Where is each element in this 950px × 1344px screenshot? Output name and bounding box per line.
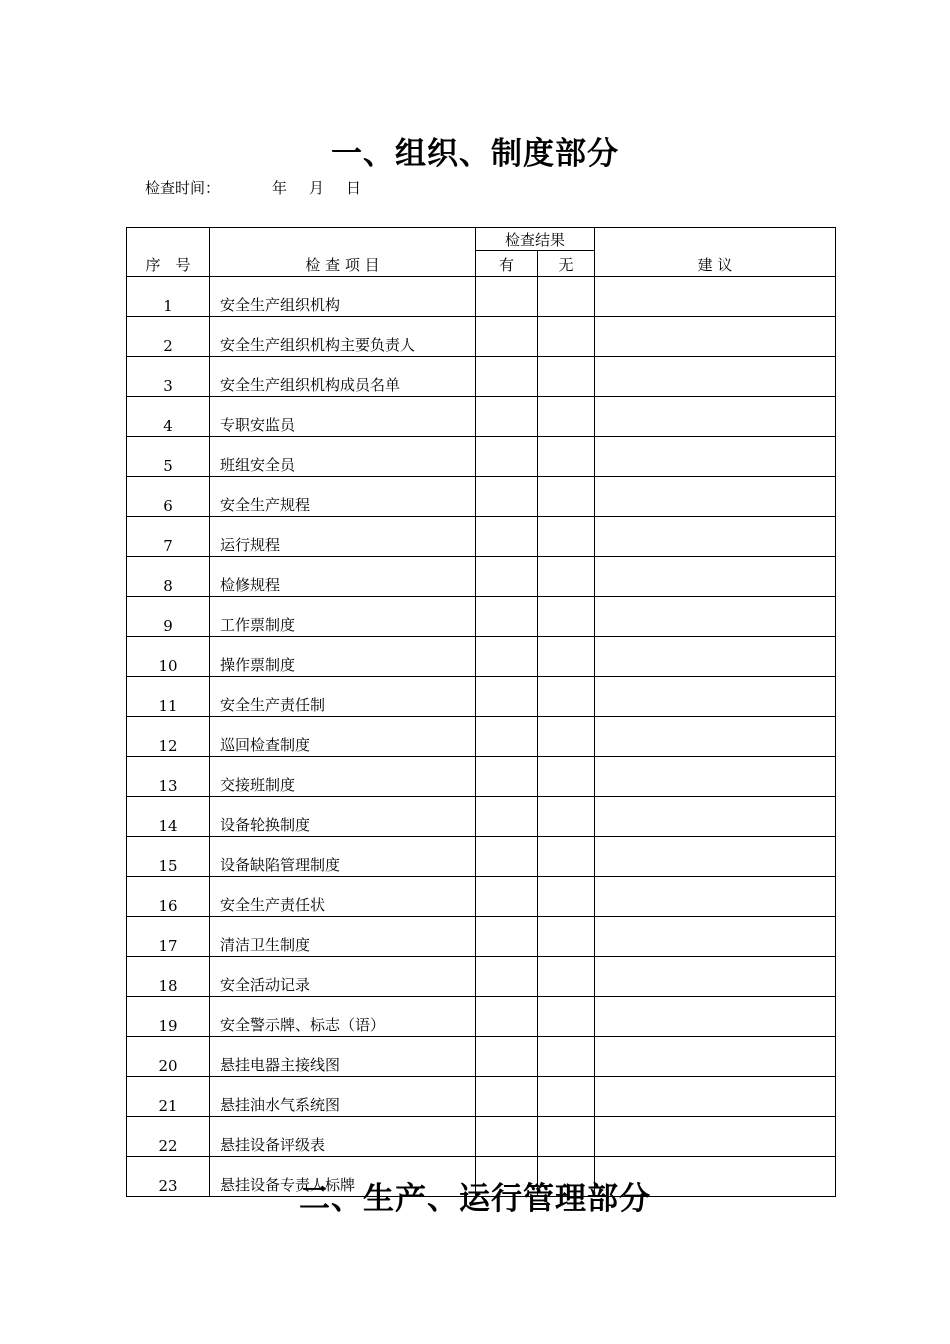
result-no-cell[interactable]: [538, 477, 595, 517]
result-yes-cell[interactable]: [476, 797, 538, 837]
row-number: 9: [127, 597, 210, 637]
result-no-cell[interactable]: [538, 837, 595, 877]
row-number: 17: [127, 917, 210, 957]
result-yes-cell[interactable]: [476, 717, 538, 757]
row-item: 专职安监员: [210, 397, 476, 437]
suggestion-cell[interactable]: [595, 917, 836, 957]
row-number: 8: [127, 557, 210, 597]
suggestion-cell[interactable]: [595, 837, 836, 877]
suggestion-cell[interactable]: [595, 317, 836, 357]
result-no-cell[interactable]: [538, 917, 595, 957]
suggestion-cell[interactable]: [595, 477, 836, 517]
row-item: 巡回检查制度: [210, 717, 476, 757]
date-year: 年: [272, 179, 288, 197]
row-number: 4: [127, 397, 210, 437]
row-item: 安全生产组织机构主要负责人: [210, 317, 476, 357]
row-item: 安全生产责任状: [210, 877, 476, 917]
date-day: 日: [346, 179, 362, 197]
suggestion-cell[interactable]: [595, 517, 836, 557]
result-no-cell[interactable]: [538, 717, 595, 757]
row-number: 19: [127, 997, 210, 1037]
suggestion-cell[interactable]: [595, 277, 836, 317]
result-yes-cell[interactable]: [476, 1077, 538, 1117]
row-item: 安全生产规程: [210, 477, 476, 517]
row-item: 班组安全员: [210, 437, 476, 477]
row-number: 14: [127, 797, 210, 837]
result-yes-cell[interactable]: [476, 357, 538, 397]
row-item: 悬挂油水气系统图: [210, 1077, 476, 1117]
table-row: [127, 277, 836, 317]
result-yes-cell[interactable]: [476, 477, 538, 517]
table-row: [127, 677, 836, 717]
result-no-cell[interactable]: [538, 597, 595, 637]
row-item: 安全生产责任制: [210, 677, 476, 717]
row-item: 安全生产组织机构成员名单: [210, 357, 476, 397]
table-row: [127, 957, 836, 997]
result-yes-cell[interactable]: [476, 1037, 538, 1077]
header-seq: 序 号: [127, 228, 210, 277]
table-row: [127, 917, 836, 957]
result-no-cell[interactable]: [538, 1117, 595, 1157]
row-number: 16: [127, 877, 210, 917]
result-yes-cell[interactable]: [476, 677, 538, 717]
table-row: [127, 797, 836, 837]
result-yes-cell[interactable]: [476, 997, 538, 1037]
result-no-cell[interactable]: [538, 757, 595, 797]
suggestion-cell[interactable]: [595, 557, 836, 597]
row-number: 3: [127, 357, 210, 397]
row-item: 设备缺陷管理制度: [210, 837, 476, 877]
row-number: 22: [127, 1117, 210, 1157]
result-no-cell[interactable]: [538, 317, 595, 357]
row-number: 15: [127, 837, 210, 877]
table-row: [127, 1037, 836, 1077]
row-item: 操作票制度: [210, 637, 476, 677]
date-month: 月: [309, 179, 325, 197]
table-row: [127, 997, 836, 1037]
suggestion-cell[interactable]: [595, 1117, 836, 1157]
header-suggestion: 建 议: [595, 228, 836, 277]
row-number: 1: [127, 277, 210, 317]
row-item: 悬挂设备评级表: [210, 1117, 476, 1157]
row-number: 6: [127, 477, 210, 517]
table-row: [127, 557, 836, 597]
row-number: 12: [127, 717, 210, 757]
row-number: 10: [127, 637, 210, 677]
result-yes-cell[interactable]: [476, 917, 538, 957]
result-yes-cell[interactable]: [476, 877, 538, 917]
row-item: 安全生产组织机构: [210, 277, 476, 317]
date-label: 检查时间：: [145, 179, 221, 197]
result-no-cell[interactable]: [538, 1037, 595, 1077]
table-row: [127, 637, 836, 677]
suggestion-cell[interactable]: [595, 637, 836, 677]
table-row: [127, 1077, 836, 1117]
row-item: 工作票制度: [210, 597, 476, 637]
result-no-cell[interactable]: [538, 557, 595, 597]
table-row: [127, 477, 836, 517]
row-item: 悬挂设备专责人标牌: [210, 1157, 476, 1197]
header-result-group: 检查结果: [476, 228, 595, 251]
table-row: [127, 837, 836, 877]
result-yes-cell[interactable]: [476, 957, 538, 997]
row-item: 交接班制度: [210, 757, 476, 797]
table-row: [127, 357, 836, 397]
suggestion-cell[interactable]: [595, 437, 836, 477]
suggestion-cell[interactable]: [595, 397, 836, 437]
table-body: [127, 277, 836, 1197]
table-row: [127, 397, 836, 437]
result-no-cell[interactable]: [538, 1077, 595, 1117]
result-yes-cell[interactable]: [476, 837, 538, 877]
row-item: 安全活动记录: [210, 957, 476, 997]
row-item: 设备轮换制度: [210, 797, 476, 837]
section-title-production: 二、生产、运行管理部分: [299, 1181, 651, 1217]
table-row: [127, 717, 836, 757]
table-row: [127, 317, 836, 357]
row-number: 7: [127, 517, 210, 557]
result-no-cell[interactable]: [538, 517, 595, 557]
result-no-cell[interactable]: [538, 957, 595, 997]
header-yes: 有: [476, 251, 538, 277]
row-item: 安全警示牌、标志（语）: [210, 997, 476, 1037]
result-no-cell[interactable]: [538, 397, 595, 437]
inspection-table: [126, 227, 836, 1197]
suggestion-cell[interactable]: [595, 597, 836, 637]
row-number: 13: [127, 757, 210, 797]
suggestion-cell[interactable]: [595, 1037, 836, 1077]
result-yes-cell[interactable]: [476, 517, 538, 557]
header-item: 检 查 项 目: [210, 228, 476, 277]
result-no-cell[interactable]: [538, 637, 595, 677]
table-row: [127, 1117, 836, 1157]
row-number: 11: [127, 677, 210, 717]
suggestion-cell[interactable]: [595, 757, 836, 797]
row-item: 清洁卫生制度: [210, 917, 476, 957]
suggestion-cell[interactable]: [595, 997, 836, 1037]
result-yes-cell[interactable]: [476, 597, 538, 637]
result-yes-cell[interactable]: [476, 317, 538, 357]
result-yes-cell[interactable]: [476, 557, 538, 597]
suggestion-cell[interactable]: [595, 677, 836, 717]
suggestion-cell[interactable]: [595, 717, 836, 757]
result-no-cell[interactable]: [538, 277, 595, 317]
suggestion-cell[interactable]: [595, 797, 836, 837]
result-no-cell[interactable]: [538, 797, 595, 837]
result-yes-cell[interactable]: [476, 637, 538, 677]
result-yes-cell[interactable]: [476, 397, 538, 437]
suggestion-cell[interactable]: [595, 957, 836, 997]
row-number: 23: [127, 1157, 210, 1197]
result-no-cell[interactable]: [538, 437, 595, 477]
row-number: 21: [127, 1077, 210, 1117]
table-row: [127, 437, 836, 477]
table-row: [127, 757, 836, 797]
suggestion-cell[interactable]: [595, 877, 836, 917]
result-yes-cell[interactable]: [476, 437, 538, 477]
section-title-organization: 一、组织、制度部分: [331, 136, 619, 172]
inspection-date-line: [145, 177, 361, 198]
row-number: 18: [127, 957, 210, 997]
result-no-cell[interactable]: [538, 877, 595, 917]
suggestion-cell[interactable]: [595, 357, 836, 397]
row-item: 检修规程: [210, 557, 476, 597]
row-number: 2: [127, 317, 210, 357]
result-no-cell[interactable]: [538, 997, 595, 1037]
row-number: 5: [127, 437, 210, 477]
row-number: 20: [127, 1037, 210, 1077]
result-no-cell[interactable]: [538, 677, 595, 717]
result-yes-cell[interactable]: [476, 277, 538, 317]
table-row: [127, 877, 836, 917]
table-row: [127, 517, 836, 557]
row-item: 悬挂电器主接线图: [210, 1037, 476, 1077]
result-no-cell[interactable]: [538, 357, 595, 397]
result-yes-cell[interactable]: [476, 1117, 538, 1157]
header-no: 无: [538, 251, 595, 277]
row-item: 运行规程: [210, 517, 476, 557]
table-row: [127, 597, 836, 637]
suggestion-cell[interactable]: [595, 1077, 836, 1117]
result-yes-cell[interactable]: [476, 757, 538, 797]
